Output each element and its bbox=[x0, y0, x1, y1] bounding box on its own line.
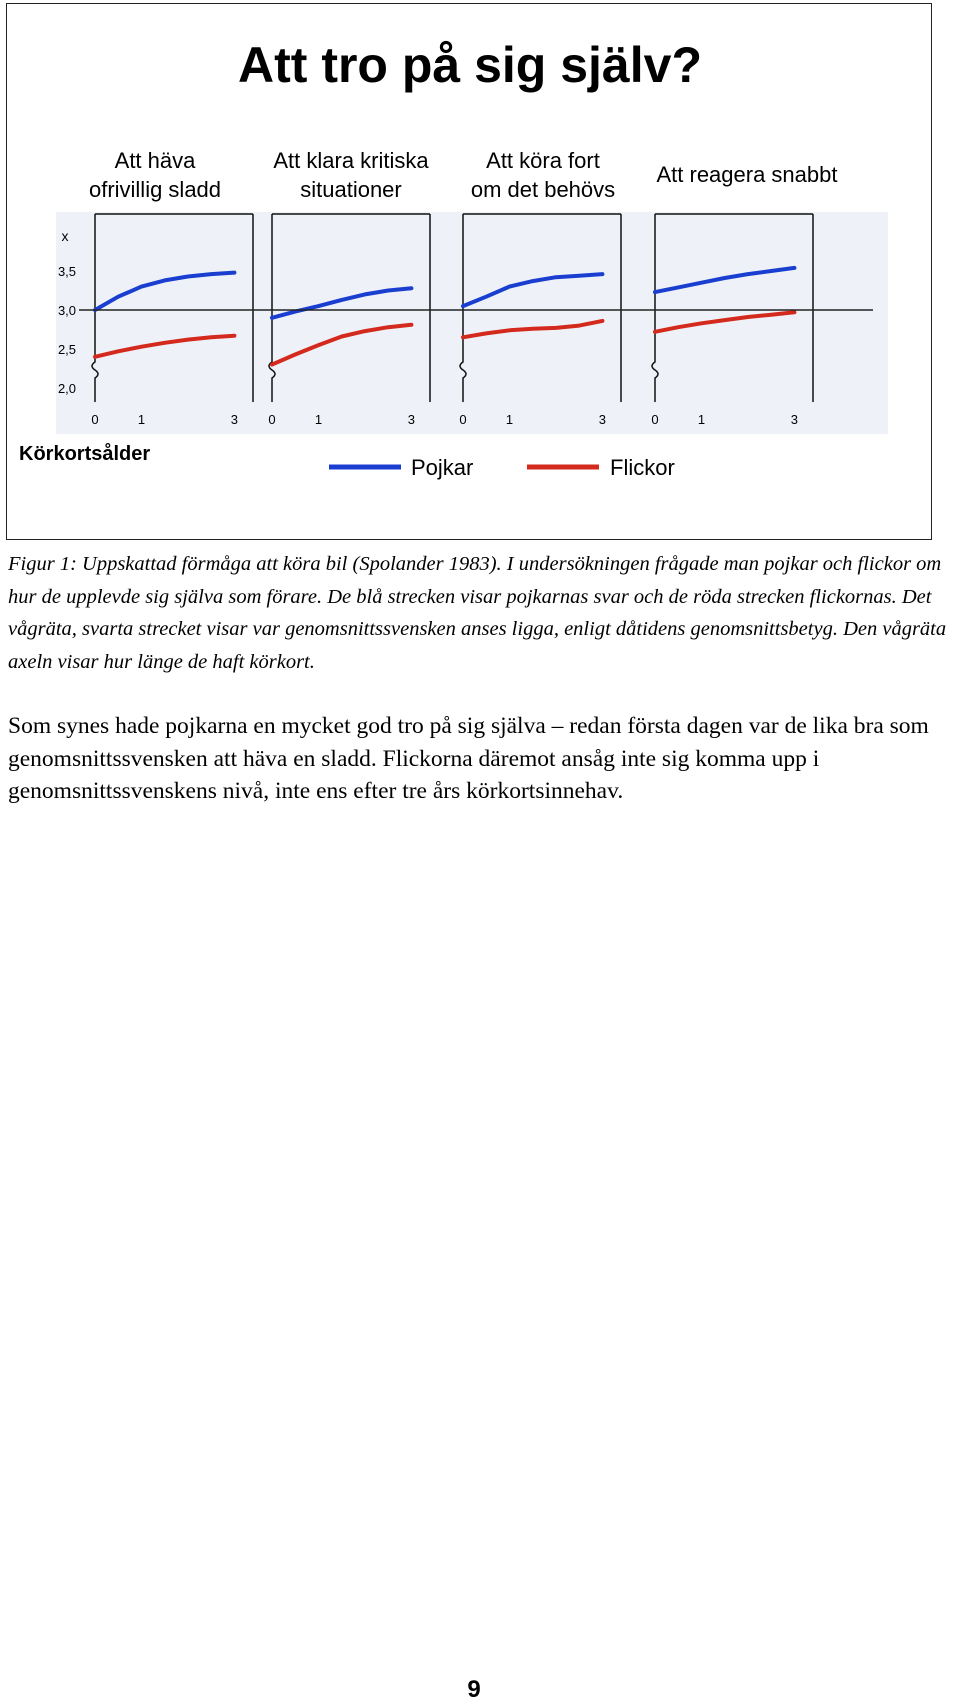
x-tick-label: 0 bbox=[651, 412, 659, 427]
figure-frame bbox=[6, 3, 932, 540]
body-paragraph: Som synes hade pojkarna en mycket god tro på sig själva – redan första dagen var de lika bra som genomsnittssvensken att häva en sladd. Flickorna däremot ansåg inte sig komma upp i genomsnittssvenskens nivå, inte ens efter tre års körkortsinnehav. bbox=[8, 713, 929, 804]
legend-label: Flickor bbox=[610, 455, 675, 480]
x-tick-label: 0 bbox=[459, 412, 467, 427]
panel-title-line: Att klara kritiska bbox=[273, 148, 429, 173]
x-tick-label: 0 bbox=[91, 412, 99, 427]
y-tick-label: 2,5 bbox=[57, 342, 77, 357]
panel-title-line: Att köra fort bbox=[486, 148, 600, 173]
y-axis-label: x bbox=[61, 228, 69, 244]
chart-title: Att tro på sig själv? bbox=[238, 37, 702, 93]
plot-background bbox=[56, 212, 888, 434]
x-tick-label: 1 bbox=[137, 412, 146, 427]
panel-title-line: Att häva bbox=[114, 148, 196, 173]
x-tick-label: 1 bbox=[697, 412, 706, 427]
x-tick-label: 3 bbox=[407, 412, 416, 427]
panel-title-line: situationer bbox=[300, 177, 402, 202]
page-number: 9 bbox=[467, 1676, 481, 1703]
y-tick-label: 2,0 bbox=[57, 381, 77, 396]
x-axis-title: Körkortsålder bbox=[19, 443, 151, 465]
legend bbox=[329, 455, 675, 480]
panel-title-line: om det behövs bbox=[470, 177, 616, 202]
x-tick-label: 1 bbox=[314, 412, 323, 427]
figure-caption: Figur 1: Uppskattad förmåga att köra bil (Spolander 1983). I undersökningen frågade man pojkar och flickor om hur de upplevde sig själva som förare. De blå strecken visar pojkarnas svar och de röda strecken flickornas. Det vågräta, svarta strecket visar var genomsnittssvensken anses ligga, enligt dåtidens genomsnittsbetyg. Den vågräta axeln visar hur länge de haft körkort. bbox=[8, 553, 947, 673]
y-tick-label: 3,5 bbox=[57, 264, 77, 279]
y-tick-label: 3,0 bbox=[57, 303, 77, 318]
x-tick-label: 0 bbox=[268, 412, 276, 427]
x-tick-label: 3 bbox=[790, 412, 799, 427]
x-tick-label: 3 bbox=[230, 412, 239, 427]
panel-title-line: ofrivillig sladd bbox=[88, 177, 222, 202]
legend-label: Pojkar bbox=[411, 455, 474, 480]
x-tick-label: 1 bbox=[505, 412, 514, 427]
x-tick-label: 3 bbox=[598, 412, 607, 427]
chart bbox=[7, 4, 933, 541]
panel-title-line: Att reagera snabbt bbox=[656, 162, 838, 187]
